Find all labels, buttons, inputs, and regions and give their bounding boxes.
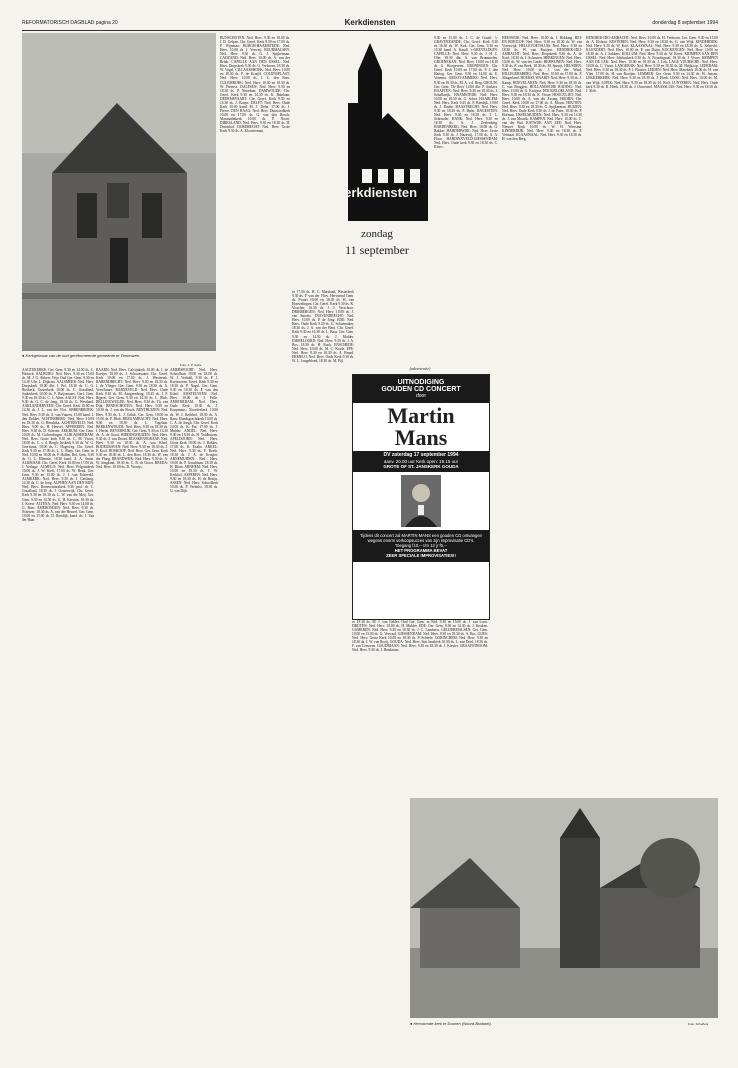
church-photo-duuren <box>410 798 718 1018</box>
header-rule <box>22 30 718 31</box>
listing-column-9: HENDRIK-IDO-AMBACHT: Ned. Herv. 10.00 ds. H. Verboom. Ger. Gem. 9.30 en 15.00 ds. A. Elshout. KESTEREN: Ned. Herv. 9.30 en 18.30 ds. G. van Wijk. KINDERDIJK: Ned. Herv. 9.30 ds. W. Kort. KLAASWAAL: Ned. Herv. 9.30 en 18.30 ds. G. Sebrecht. KLUNDERT: Ned. Herv. 10.00 ds. P. van Duijn. KOCKENGEN: Ned. Herv. 10.00 en 18.30 ds. A. J. Sakkers. KOLLUM: Ned. Herv. 9.30 ds. W. Roest. KRIMPEN AAN DEN IJSSEL: Ned. Herv. Ichthuskerk 9.30 ds. A. Noordegraaf, 18.30 ds. J. Visser. KRIMPEN AAN DE LEK: Ned. Herv. 10.00 en 18.30 ds. J. Lok. LAGE VUURSCHE: Ned. Herv. 10.00 ds. C. Visser. LANGERAK: Ned. Herv. 9.30 en 18.30 ds. M. Heijkoop. LEERDAM: Ned. Herv. 9.30 en 18.30 ds. P. J. Plaisier. LEIDEN: Ned. Herv. Marekerk 10.00 ds. H. van Vliet, 17.00 ds. H. van Rooijen. LEMMER: Ger. Gem. 9.30 en 14.30 ds. W. Jansen. LEKKERKERK: Ned. Herv. 9.30 en 18.30 ds. J. Hoek. LISSE: Ned. Herv. 10.00 ds. M. van Wijk. LOPIK: Ned. Herv. 9.30 en 18.30 ds. H. Wolf. LUNTEREN: Ned. Herv. Oude kerk 9.30 ds. B. Hoek, 18.30 ds. J. Ouweneel. MAASSLUIS: Ned. Herv. 9.30 en 18.30 ds. J. Slob. <box>586 36 718 93</box>
date-day: zondag <box>361 228 393 240</box>
page-header <box>22 18 718 30</box>
listing-column-3: BAARN: Ned. Herv. Calvijnkerk 10.00 ds. J. de Koeijer, 18.00 ds. J. Schoonwater. Chr. Geref. Kerk 10.00 en 17.00 ds. J. Westerink. BARENDRECHT: Ned. Herv. 9.30 en 18.30 ds. J. de Vlieger. Ger. Gem. 9.30 en 18.30 ds. A. Verschuure. BARNEVELD: Ned. Herv. Oude Kerk 9.30 ds. M. Aangeenbrug, 18.45 ds. J. F. Rijpert. Ger. Gem. 9.30 en 14.30 ds. L. Blok. BELLINGWOLDE: Ned. Herv. 9.30 ds. Th. van Dijk. BENESCHOTEN: Ned. Herv. 9.30 en 18.30 ds. J. van der Bosch. BENTHUIZEN: Ned. Herv. 9.30 ds. L. J. Geluk. Ger. Gem. 10.00 en 15.00 ds. P. Blok. BERGAMBACHT: Ned. Herv. 9.30 en 18.30 ds. L. Vogelaar. BERKENWOUDE: Ned. Herv. 9.30 en 18.30 ds. J. Herfst. BEVERWIJK: Ger. Gem. 9.30 en 14.30 ds. A. de Graaf. BIDDINGHUIZEN: Ned. Herv. 9.30 ds. J. van Doorn. BLESKENSGRAAF: Ned. Herv. 9.30 en 18.30 ds. A. van Kleef. BODEGRAVEN: Ned. Herv. 9.30 en 18.30 ds. J. F. Kool. BOSKOOP: Ned. Herv. Ger. Gem. Kerk 9.30 en 18.30 ds. L. den Boer, 18.30 ds. W. van der Ploeg. BRANDWIJK: Ned. Herv. 9.30 ds. A. W. Jongkind, 18.30 ds. C. B. de Groot. BREDA: Ned. Herv. 10.00 ds. D. Verwijs. <box>96 368 168 470</box>
church-building-image <box>22 33 216 351</box>
photo-caption-bottom: ● Hervormde kerk te Duuren (Noord-Brabant). <box>410 1021 492 1026</box>
performer-portrait <box>401 475 441 527</box>
photo-caption-left: ● Kerkgebouw van de oud gereformeerde gemeente te Terneuzen. <box>22 353 141 358</box>
listing-column-4: BUNSCHOTEN: Ned. Herv. 9.30 en 18.00 ds. J. D. Gelpen. Chr. Geref. Kerk 9.30 en 17.00 ds. P. Wijnman. BURGH-HAAMSTEDE: Ned. Herv. 10.00 ds. J. Verweij. BUURMALSEN: Ned. Herv. 9.30 ds. G. J. Spijkerman. CADZAND: Ned. Herv. 10.00 ds. A. van der Brink. CAPELLE AAN DEN IJSSEL: Ned. Herv. Dorpskerk 9.30 ds. G. Verboom, 18.30 ds. W. Vogel. CILLAARSHOEK: Ned. Herv. 10.00 en 18.30 ds. P. de Kruijff. COLIJNSPLAAT: Ned. Herv. 10.00 ds. J. C. den Boer. CULEMBORG: Ned. Herv. 10.00 en 18.30 ds. W. Pieterse. DALFSEN: Ned. Herv. 9.30 en 18.30 ds. P. Noordam. DAMWOUDE: Chr. Geref. Kerk 9.30 en 14.30 ds. K. Batelaan. DEDEMSVAART: Chr. Geref. Kerk 9.30 en 14.30 ds. J. Koops. DELFT: Ned. Herv. Oude Kerk 10.00 kand. M. J. Tiebe, 17.00 ds. J. Pierce. DEN HAAG: Ned. Herv. Duinoordkerk 10.00 en 17.00 ds. G. van den Bosch; Maranathakerk 10.00 ds. P. Noort. DIRKSLAND: Ned. Herv. 9.30 en 18.30 ds. H. Doornhof. DORDRECHT: Ned. Herv. Grote Kerk 9.30 ds. A. Kloosterman. <box>220 36 290 134</box>
ad-venue: GROTE OF ST. JANSKERK GOUDA <box>383 464 459 469</box>
listing-column-8: HEESWIJK: Ned. Herv. 10.00 ds. J. Hekking. HEI- EN BOEICOP: Ned. Herv. 9.30 en 18.30 ds. W. van Vreeswijk. HELLEVOETSLUIS: Ned. Herv. 9.30 en 18.30 ds. W. van Rooijen. HENDRIK-IDO-AMBACHT: Ned. Herv. Dorpskerk 9.30 ds. A. de Kool, 18.30 ds. J. Schouten. HERKINGEN: Ned. Herv. 10.00 ds. W. van der Linde. HERWIJNEN: Ned. Herv. 9.30 ds. F. van Beek, 18.30 ds. M. Spruijt. HEUSDEN: Ned. Herv. 10.00 ds. J. van der Wind. HILLEGERSBERG: Ned. Herv. 10.00 en 17.00 ds. P. Slingerland. HOEKSE WAARD: Ned. Herv. 9.30 ds. J. Kamp. HOEVELAKEN: Ned. Herv. 9.30 en 18.30 ds. C. van Bruggen. HOLLANDSCHE RADING: Ned. Herv. 10.00 ds. G. Kruijsse. HOOGBLOKLAND: Ned. Herv. 9.30 en 18.30 ds. K. Visser. HOOGVLIET: Ned. Herv. 10.00 ds. A. van der Zwaag. HOORN: Chr. Geref. Kerk 10.00 en 17.00 ds. A. Mouw. HOUTEN: Ned. Herv. 9.30 en 18.30 ds. G. Spijkerman. HUIZEN: Ned. Herv. Oude Kerk 9.30 ds. J. de Pater, 18.30 ds. P. Hofman. IJSSELMUIDEN: Ned. Herv. 9.30 en 14.30 ds. J. van Mourik. KAMPEN: Ned. Herv. 10.00 ds. C. van der Wal. KATWIJK AAN ZEE: Ned. Herv. Nieuwe Kerk 10.00 ds. W. H. Wiersma. KINDERDIJK: Ned. Herv. 9.30 en 18.30 ds. P. Vermaat. KLAASWAAL: Ned. Herv. 9.30 en 18.30 ds. H. van den Berg. <box>502 36 582 142</box>
listing-column-7: es 18.30 ds. M. J. van Gelder. Oud Ger. Gem. in Ned. 9.30 en 15.00 ds. J. van Loon. DRUTEN: Ned. Herv. 10.00 ds. H. Mulder. EDE: Ger. Gem. 9.30 en 14.30 ds. J. Keuken. GAMEREN: Ned. Herv. 9.30 en 18.30 ds. J. C. Lamberts. GELDERMALSEN: Ger. Gem. 10.00 en 15.00 ds. G. Verwaal. GIESSENDAM: Ned. Herv. 9.30 en 18.30 ds. A. Bos. GOES: Ned. Herv. Grote Kerk 10.00 en 18.30 ds. P. Scheele. GORINCHEM: Ned. Herv. 9.30 en 18.30 ds. J. W. van Rooij. GOUDA: Ned. Herv. Sint Janskerk 10.00 ds. L. van Driel, 18.30 ds. F. van Leeuwen. GOUDRIAAN: Ned. Herv. 9.30 en 18.30 ds. J. Kieviet. GRAAFSTROOM: Ned. Herv. 9.30 ds. J. Brinkman. <box>352 620 488 653</box>
ad-label: (advertentie) <box>409 366 431 371</box>
ad-performer-last-name: Mans <box>394 425 448 450</box>
section-heading: kerkdiensten <box>336 185 418 200</box>
ad-admission: Toegang f10,-- t/m 12 jr f5,-- <box>395 542 447 548</box>
listing-column-5: 9.30 en 15.00 ds. J. C. de Graaff. 's-GRAVENZANDE: Chr. Geref. Kerk 9.30 en 16.30 ds. W. Kok. Ger. Gem. 9.30 en 15.30 kand. A. Kandl. 's-GREVELDUIN-CAPELLE: Ned. Herv. 9.30 ds. J. H. C. Olie, 18.30 dhr. A. van Brummelen. GROENEKAN: Ned. Herv. 10.00 en 18.30 ds. G. Hoogeveen. GRONINGEN: Chr. Geref. Kerk 10.00 en 17.00 ds. P. J. den Hartog. Ger. Gem. 9.30 en 14.00 ds. E. Venema. GROOT-AMMERS: Ned. Herv. 9.30 en 18.30 ds. M. A. v.d. Berg. GROUW: Ger. Gem. 'De Boer' 14.00 dhr. P. Jonkers. HAAFTEN: Ned. Herv. 9.30 en 18.30 ds. J. Schalkwijk. HAAMSTEDE: Ned. Herv. 10.00 en 18.30 ds. G. Schot. HAARLEM: Ned. Herv. Kerk 9.45 ds. F. Rietdijk, 19.00 ds. J. Daube. HAASTRECHT: Ned. Herv. 9.30 en 18.30 ds. P. Hulst. HAGESTEIN: Ned. Herv. 9.30 en 18.30 ds. J. L. Schreuder. HANK: Ned. Herv. 9.30 en 18.30 ds. A. J. Zeelenberg. HARDENBERG: Ned. Herv. 10.00 ds. G. Bakker. HARDERWIJK: Ned. Herv. Grote Kerk 9.30 ds. J. Hazewij, 17.00 ds. A. A. Floor. HARDINXVELD-GIESSENDAM: Ned. Herv. Oude kerk 9.30 en 18.30 ds. C. Kloos. <box>434 36 498 150</box>
ad-by: door <box>415 393 426 399</box>
church-landscape-image <box>410 798 718 1018</box>
issue-date: donderdag 8 september 1994 <box>652 20 718 26</box>
ad-description: Tijdens dit concert zal MARTIN MANS een gouden CD ontvangen wegens enorm verkoopsucces van zijn improvisatie CD's. <box>360 532 482 543</box>
portrait-image <box>401 475 441 527</box>
caption-bullet-icon: ● <box>410 1021 413 1026</box>
section-title: Kerkdiensten <box>344 18 396 27</box>
ad-performer-first-name: Martin <box>387 403 455 428</box>
kerkdiensten-title-block <box>318 33 436 283</box>
ad-program-highlight: ZEER SPECIALE IMPROVISATIES!! <box>386 553 456 559</box>
listing-column-extra: AMERSFOORT: Ned. Herv. Schoolhuis 10.00 en 18.00 ds. W. J. Verbuhl, 9.30 ds. P. J. Kortenoven. Geref. Kerk 9.30 en 18.30 ds. P. Nagel. Ger. Gem. 9.30 en 18.30 ds. F. van den Eshof. AMSTELVEEN: Ned. Herv. 10.00 ds. J. Pelle. AMSTERDAM: Ned. Herv. Oude Kerk 10.30 ds. J. Koopmans; Noorderkerk 10.00 ds. W. J. Kerkhof, 18.30 ds. A. Baas; Elandsgrachtkerk 10.00 ds. C. A. de Jongh. Chr. Geref. Kerk 10.00 ds. K. Pot, 17.00 ds. J. Mulder. ANDEL: Ned. Herv. 9.30 en 18.30 ds. H. Veldhuizen. APELDOORN: Ned. Herv. Grote Kerk 10.00 ds. J. Bakker, 17.00 ds. K. Exalto. ARKEL: Ned. Herv. 9.30 ds. F. Boele, 18.30 ds. J. A. de Kruijter. ARNEMUIDEN: Ned. Herv. 10.00 ds. P. Goudriaan, 18.30 ds. H. Blom. ARNHEM: Ned. Herv. 10.00 en 18.30 ds. T. W. Kerkhof. ASPEREN: Ned. Herv. 9.30 en 18.30 ds. H. de Bruijn. ASSEN: Ned. Herv. Schoolkerk 10.00 ds. P. Verhulst, 18.30 ds. G. van Dijk. <box>170 368 218 494</box>
concert-advertisement <box>352 374 490 620</box>
ad-invitation: UITNODIGING <box>397 379 445 386</box>
ad-program-note: HET PROGRAMMA BEVAT <box>394 548 448 554</box>
date-line: 11 september <box>345 243 409 257</box>
photo-credit-bottom: Foto: Scheffers <box>688 1022 709 1026</box>
caption-bullet-icon: ● <box>22 353 25 358</box>
ad-time: aanv. 20.00 uur Kerk open: 19.15 uur <box>383 458 459 464</box>
photo-credit-left: Foto: J. P. Gebe <box>180 363 202 367</box>
ad-concert-title: GOUDEN CD CONCERT <box>381 386 461 393</box>
church-photo-terneuzen <box>22 33 216 351</box>
newspaper-page-label: REFORMATORISCH DAGBLAD pagina 20 <box>22 20 118 26</box>
listing-column-1: AAGTEKERKE: Ger. Gem. 9.30 en 14.00 ds. C. Harinck. AALBURG: Ned. Herv. 9.30 en 15.00 ds. M. J. G. Akkerr. Vrije Oud Ger. Gem. 9.30 en 14.30 Uhr. L. Dijkstra. AALSMEER: Ned. Herv. Dorpskerk 10.00 dhr. J. Pel, 18.30 ds. C. G. Rietkerk; Oosterkerk 10.00 ds. C. Graafland, Suikerkerk 10.00 ds. F. Ruijsenaars. Gerf. Gem. 9.30 en 18.30 ds. C. L. Alten. AALST: Ned. Herv. 9.30 ds. G. C. de Jong, 18.30 ds. G. Westland. AARLANDERVEEN: Chr. Geref. Kerk 10.00 en 14.30 ds. J. L. van der Vlot. ABBENBROEK: Ned. Herv. 9.30 ds. A. van Vuuren, 15.00 kand. J. den Dekker. ACHTERBERG: Ned. Herv. 10.00 en 18.30 ds. G. Hendrika. ACHTERVELD: Ned. Herv. 9.00 ds. H. Heuvel. AFFERDEN: Ned. Herv. 9.30 ds. D. Scheuer. AKKRUM: Ger. Gem. 10.00 ds. M. Golverdingen. ALBLASSERDAM: Ned. Herv. Grote kerk 9.30 ds. C. M. Visser, 18.00 ds. C. v. d. Bergh; Iriskerk 9.30 ds. W. G. Gerritsma, 18.00 ds. C. Hogeweg. Chr. Geref. Kerk 9.30 en 17.00 ds. L. C. Buijs. Ger. Gem. in Ned. 10.00 en 18.00 ds. P. Hallen, Ref. Gem. 9.30 ds. G. L. Hlemste, 18.30 kand. A. A. Smits. ALKMAAR: Chr. Geref. Kerk 10.00 en 17.00 ds. J. Verhage. ALMELO: Ned. Herv. Pelgrimkerk 10.00 ds. J. W. Kieft, 17.00 ds. W. Henk. Ger. Gem. 9.30 en 15.00 ds. J. J. van Eckeveld. ALMKERK: Ned. Herv. 9.30 ds. J. Catsburg, 14.30 ds. C. de Jong. ALPHEN AAN DEN RIJN: Ned. Herv. Bonaventurakerk 9.30 prof. dr. C. Graafland, 18.30 ds. J. Oosterwijk. Chr. Geref. Kerk 9.30 en 16.30 ds. L. W. van der Meij. Ger. Gem. 9.30 en 14.30 ds. G. H. Kersten, 18.30 ds. J. Koese. ALTENA: Ned. Herv. 9.30 en 14.00 ds. G. Boer. AMERONGEN: Ned. Herv. 9.30 ds. Scherzer, 18.30 ds. A. van der Heuvel. Ger. Gem. 10.00 en 15.00 ds. D. Rietdijk, kand. ds. J. Van der Haar. <box>22 368 94 522</box>
ad-date: DV zaterdag 17 september 1994 <box>383 452 459 458</box>
listing-column-6: es 17.00 ds. H. C. Marsland, Westerkerk 9.30 ds. P. van der Vlies. Hervormd Gem. ds. Fvaart 10.00 en 18.30 ds. H. van Houwelingen. Chr. Geref. Kerk 9.30 ds. K. Visscher, 16.30 ds. J. J. Verschoor. DRIEBERGEN: Ned. Herv. 10.00 ds. J. van Smeets. DUIVENDRECHT: Ned. Herv. 10.00 ds. P. de Jong. EDE: Ned. Herv. Oude Kerk 9.30 ds. G. Schoemaker, 18.30 ds. J. A. van der Bent. Chr. Geref. Kerk 9.30 en 16.30 ds. L. Baas. Ger. Gem. 9.30 en 14.30 ds. J. Mulder. EMMELOORD: Ned. Herv. 9.30 ds. J. A. Bos, 18.30 ds. H. Ruck. ENSCHEDE: Ned. Herv. 10.00 ds. M. C. Koole. EPE: Ned. Herv. 9.30 en 18.30 ds. A. Brand. ERMELO: Ned. Herv. Oude Kerk 9.30 ds. W. L. Jongebloed, 18.30 ds. M. Pijl. <box>292 290 354 363</box>
